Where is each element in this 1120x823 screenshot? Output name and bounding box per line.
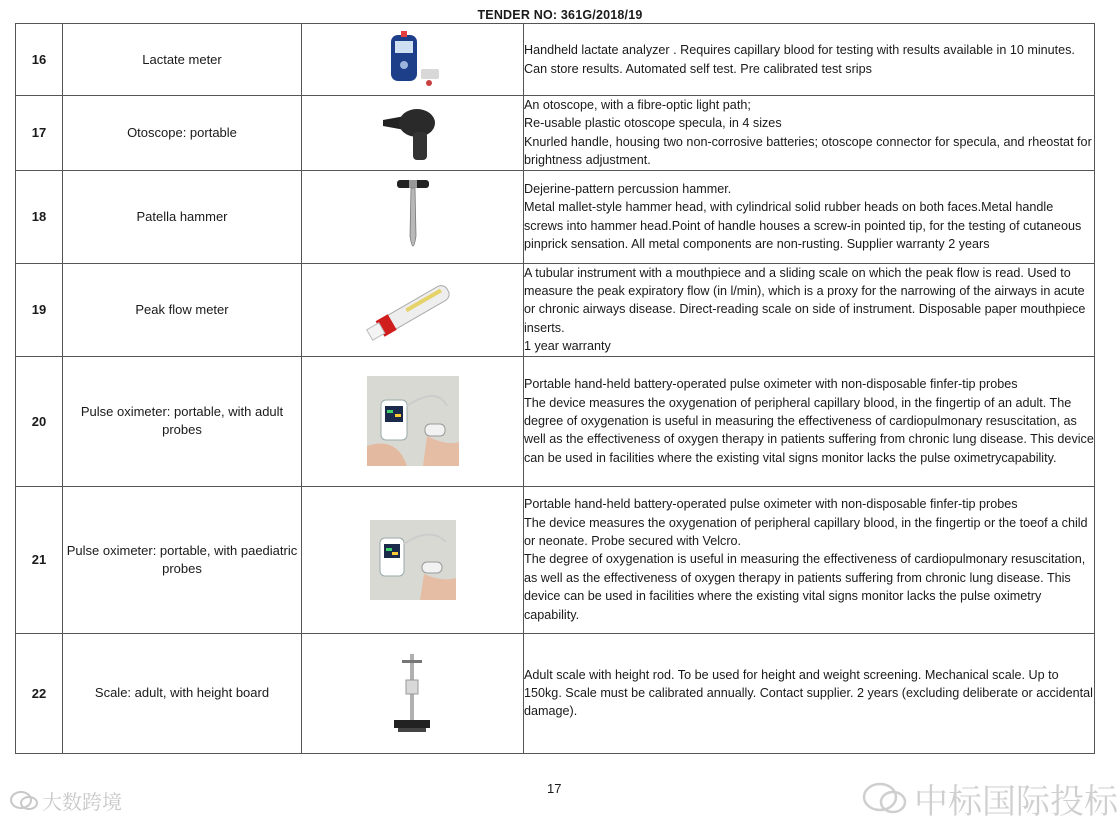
item-image [302, 633, 524, 753]
item-image [302, 170, 524, 263]
patella-hammer-icon [393, 176, 433, 258]
watermark-left-text: 大数跨境 [42, 790, 122, 814]
otoscope-icon [381, 104, 445, 162]
item-description: Handheld lactate analyzer . Requires capillary blood for testing with results available in 10 minutes. Can store results. Automated self test. Pre calibrated test srips [524, 24, 1095, 96]
page-number: 17 [547, 781, 562, 796]
item-number: 21 [16, 486, 63, 633]
lactate-meter-icon [383, 31, 443, 89]
item-image [302, 356, 524, 486]
watermark-right-text: 中标国际投标 [914, 782, 1118, 822]
table-row [16, 486, 1095, 633]
item-name: Pulse oximeter: portable, with paediatric probes [63, 486, 302, 633]
item-name: Otoscope: portable [63, 96, 302, 171]
item-name: Patella hammer [63, 170, 302, 263]
table-row [16, 170, 1095, 263]
item-image [302, 263, 524, 356]
item-image [302, 96, 524, 171]
item-number: 22 [16, 633, 63, 753]
item-number: 18 [16, 170, 63, 263]
item-number: 16 [16, 24, 63, 96]
item-description: Portable hand-held battery-operated pulse oximeter with non-disposable finfer-tip probes The device measures the oxygenation of peripheral capillary blood, in the fingertip of an adult. The degree of oxygenation is useful in measuring the effectiveness of cardiopulmonary resuscitation, as well as the effectiveness of oxygen therapy in patients suffering from chronic lung disease. This device can be used in facilities where the existing vital signs monitor lacks the pulse oximetrycapability. [524, 356, 1095, 486]
item-name: Peak flow meter [63, 263, 302, 356]
table-row [16, 356, 1095, 486]
table-row [16, 24, 1095, 96]
watermark-right [862, 774, 1118, 823]
pulse-oximeter-icon [367, 376, 459, 466]
item-description: Dejerine-pattern percussion hammer. Metal mallet-style hammer head, with cylindrical solid rubber heads on both faces.Metal handle screws into hammer head.Point of handle houses a screw-in pointed tip, for the testing of cutaneous pinprick sensation. All metal components are non-rusting. Supplier warranty 2 years [524, 170, 1095, 263]
item-name: Pulse oximeter: portable, with adult probes [63, 356, 302, 486]
item-description: An otoscope, with a fibre-optic light path; Re-usable plastic otoscope specula, in 4 sizes Knurled handle, housing two non-corrosive batteries; otoscope connector for specula, and rheostat for brightness adjustment. [524, 96, 1095, 171]
wechat-icon [10, 791, 38, 811]
item-description: Adult scale with height rod. To be used for height and weight screening. Mechanical scale. Up to 150kg. Scale must be calibrated annually. Contact supplier. 2 years (excluding deliberate or accidental damage). [524, 633, 1095, 753]
table-row [16, 96, 1095, 171]
item-description: Portable hand-held battery-operated pulse oximeter with non-disposable finfer-tip probes The device measures the oxygenation of peripheral capillary blood, in the fingertip or the toeof a child or neonate. Probe secured with Velcro. The degree of oxygenation is useful in measuring the effectiveness of cardiopulmonary resuscitation, as well as the effectiveness of oxygen therapy in patients suffering from chronic lung disease. This device can be used in facilities where the existing vital signs monitor lacks the pulse oximetry capability. [524, 486, 1095, 633]
item-number: 19 [16, 263, 63, 356]
item-image [302, 486, 524, 633]
item-number: 20 [16, 356, 63, 486]
item-number: 17 [16, 96, 63, 171]
table-row [16, 633, 1095, 753]
tender-number: TENDER NO: 361G/2018/19 [477, 8, 643, 22]
height-scale-icon [388, 650, 438, 736]
equipment-spec-table [15, 23, 1095, 754]
peak-flow-meter-icon [363, 274, 463, 346]
pulse-oximeter-icon [370, 520, 456, 600]
item-name: Scale: adult, with height board [63, 633, 302, 753]
wechat-icon [862, 782, 908, 816]
item-name: Lactate meter [63, 24, 302, 96]
table-row [16, 263, 1095, 356]
item-description: A tubular instrument with a mouthpiece and a sliding scale on which the peak flow is read. Used to measure the peak expiratory flow (in l/min), which is a proxy for the narrowing of the airways in acute or chronic airways disease. Direct-reading scale on side of instrument. Disposable paper mouthpiece inserts. 1 year warranty [524, 263, 1095, 356]
item-image [302, 24, 524, 96]
watermark-left [10, 786, 122, 815]
